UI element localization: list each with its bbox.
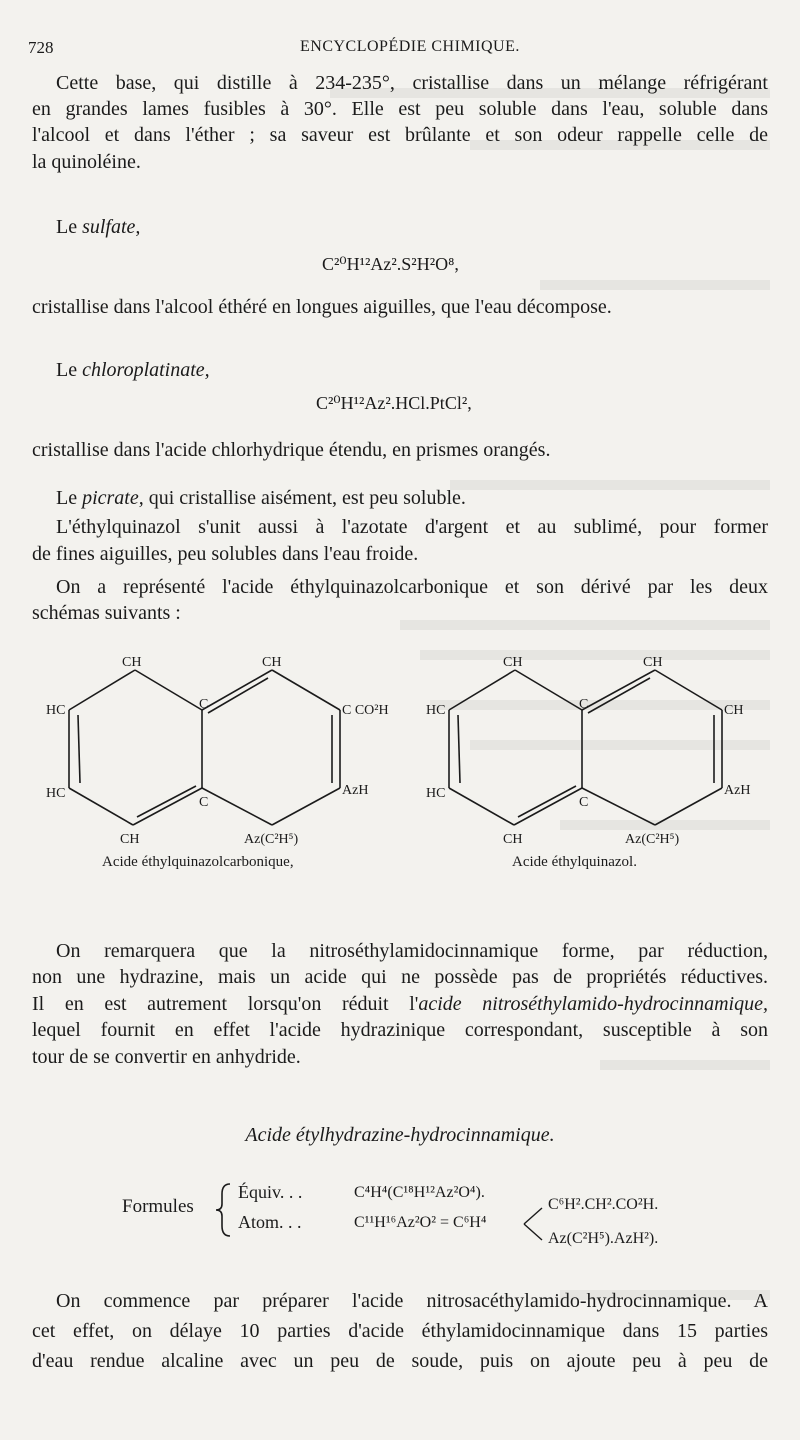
paragraph-1-line-4: la quinoléine.	[32, 151, 141, 173]
sulfate-formula: C²⁰H¹²Az².S²H²O⁸,	[322, 254, 459, 274]
paragraph-4-line-4: lequel fournit en effet l'acide hydrazinique correspondant, susceptible à son	[32, 1019, 768, 1041]
paragraph-5-line-3: d'eau rendue alcaline avec un peu de soude, puis on ajoute peu à peu de	[32, 1350, 768, 1372]
right-atom-label: Az(C²H⁵)	[625, 832, 680, 847]
picrate-lead: Le	[56, 487, 83, 509]
paragraph-4-line-1: On remarquera que la nitroséthylamidocinnamique forme, par réduction,	[56, 940, 768, 962]
left-atom-label: CH	[122, 655, 142, 670]
paragraph-1-line-2: en grandes lames fusibles à 30°. Elle est peu soluble dans l'eau, soluble dans	[32, 98, 768, 120]
caption-left: Acide éthylquinazolcarbonique,	[102, 854, 294, 870]
right-atom-label: AzH	[724, 783, 751, 798]
left-atom-label: C	[199, 697, 209, 712]
sulfate-heading	[56, 214, 768, 240]
paragraph-4-line-3-start: Il en est autrement lorsqu'on réduit l'	[32, 993, 419, 1015]
right-atom-label: CH	[503, 655, 523, 670]
sulfate-name: sulfate,	[82, 216, 141, 238]
equiv-label: Équiv. . .	[238, 1182, 303, 1202]
paragraph-2-line-2: de fines aiguilles, peu solubles dans l'eau froide.	[32, 543, 419, 565]
formula-branch-lines	[520, 1200, 546, 1248]
paragraph-4-line-5: tour de se convertir en anhydride.	[32, 1046, 301, 1068]
right-atom-label: CH	[643, 655, 663, 670]
paragraph-5-line-2: cet effet, on délaye 10 parties d'acide éthylamidocinnamique dans 15 parties	[32, 1320, 768, 1342]
chloroplatinate-name: chloroplatinate,	[82, 359, 210, 381]
left-atom-label: AzH	[342, 783, 369, 798]
left-atom-label: CH	[262, 655, 282, 670]
paragraph-4-line-3	[32, 991, 768, 1017]
left-atom-label: C CO²H	[342, 703, 389, 718]
left-atom-label: HC	[46, 703, 66, 718]
right-atom-label: CH	[724, 703, 744, 718]
right-atom-label: CH	[503, 832, 523, 847]
paragraph-3-line-1: On a représenté l'acide éthylquinazolcarbonique et son dérivé par les deux	[56, 576, 768, 598]
chloroplatinate-formula: C²⁰H¹²Az².HCl.PtCl²,	[316, 393, 472, 413]
branch-lower: Az(C²H⁵).AzH²).	[548, 1230, 659, 1247]
chloroplatinate-lead: Le	[56, 359, 83, 381]
paragraph-3-line-2: schémas suivants :	[32, 602, 181, 624]
page-number: 728	[28, 38, 54, 57]
paragraph-1-line-3: l'alcool et dans l'éther ; sa saveur est brûlante et son odeur rappelle celle de	[32, 124, 768, 146]
left-atom-label: CH	[120, 832, 140, 847]
section-title: Acide étylhydrazine-hydrocinnamique.	[245, 1124, 555, 1146]
left-atom-label: HC	[46, 786, 66, 801]
atom-value: C¹¹H¹⁶Az²O² = C⁶H⁴	[354, 1214, 487, 1231]
chloroplatinate-heading	[56, 357, 768, 383]
paragraph-5-line-1: On commence par préparer l'acide nitrosacéthylamido-hydrocinnamique. A	[56, 1290, 768, 1312]
paragraph-1-line-1: Cette base, qui distille à 234-235°, cristallise dans un mélange réfrigérant	[56, 72, 768, 94]
paragraph-2-line-1: L'éthylquinazol s'unit aussi à l'azotate d'argent et au sublimé, pour former	[56, 516, 768, 538]
sulfate-text: cristallise dans l'alcool éthéré en longues aiguilles, que l'eau décompose.	[32, 296, 612, 318]
paragraph-4-line-3-italic: acide nitroséthylamido-hydrocinnamique,	[418, 993, 768, 1015]
picrate-name: picrate,	[82, 487, 144, 509]
running-header: ENCYCLOPÉDIE CHIMIQUE.	[300, 38, 520, 55]
branch-upper: C⁶H².CH².CO²H.	[548, 1196, 659, 1213]
chloroplatinate-text: cristallise dans l'acide chlorhydrique étendu, en prismes orangés.	[32, 439, 551, 461]
left-atom-label: C	[199, 795, 209, 810]
formulas-label: Formules	[122, 1196, 194, 1217]
sulfate-lead: Le	[56, 216, 83, 238]
caption-right: Acide éthylquinazol.	[512, 854, 637, 870]
right-atom-label: C	[579, 697, 589, 712]
picrate-rest: qui cristallise aisément, est peu soluble.	[143, 487, 466, 509]
atom-label: Atom. . .	[238, 1212, 302, 1232]
right-atom-label: HC	[426, 703, 446, 718]
equiv-value: C⁴H⁴(C¹⁸H¹²Az²O⁴).	[354, 1184, 485, 1201]
formulas-brace	[212, 1180, 236, 1240]
right-atom-label: C	[579, 795, 589, 810]
picrate-line	[56, 485, 768, 511]
right-atom-label: HC	[426, 786, 446, 801]
paragraph-4-line-2: non une hydrazine, mais un acide qui ne possède pas de propriétés réductives.	[32, 966, 768, 988]
left-atom-label: Az(C²H⁵)	[244, 832, 299, 847]
